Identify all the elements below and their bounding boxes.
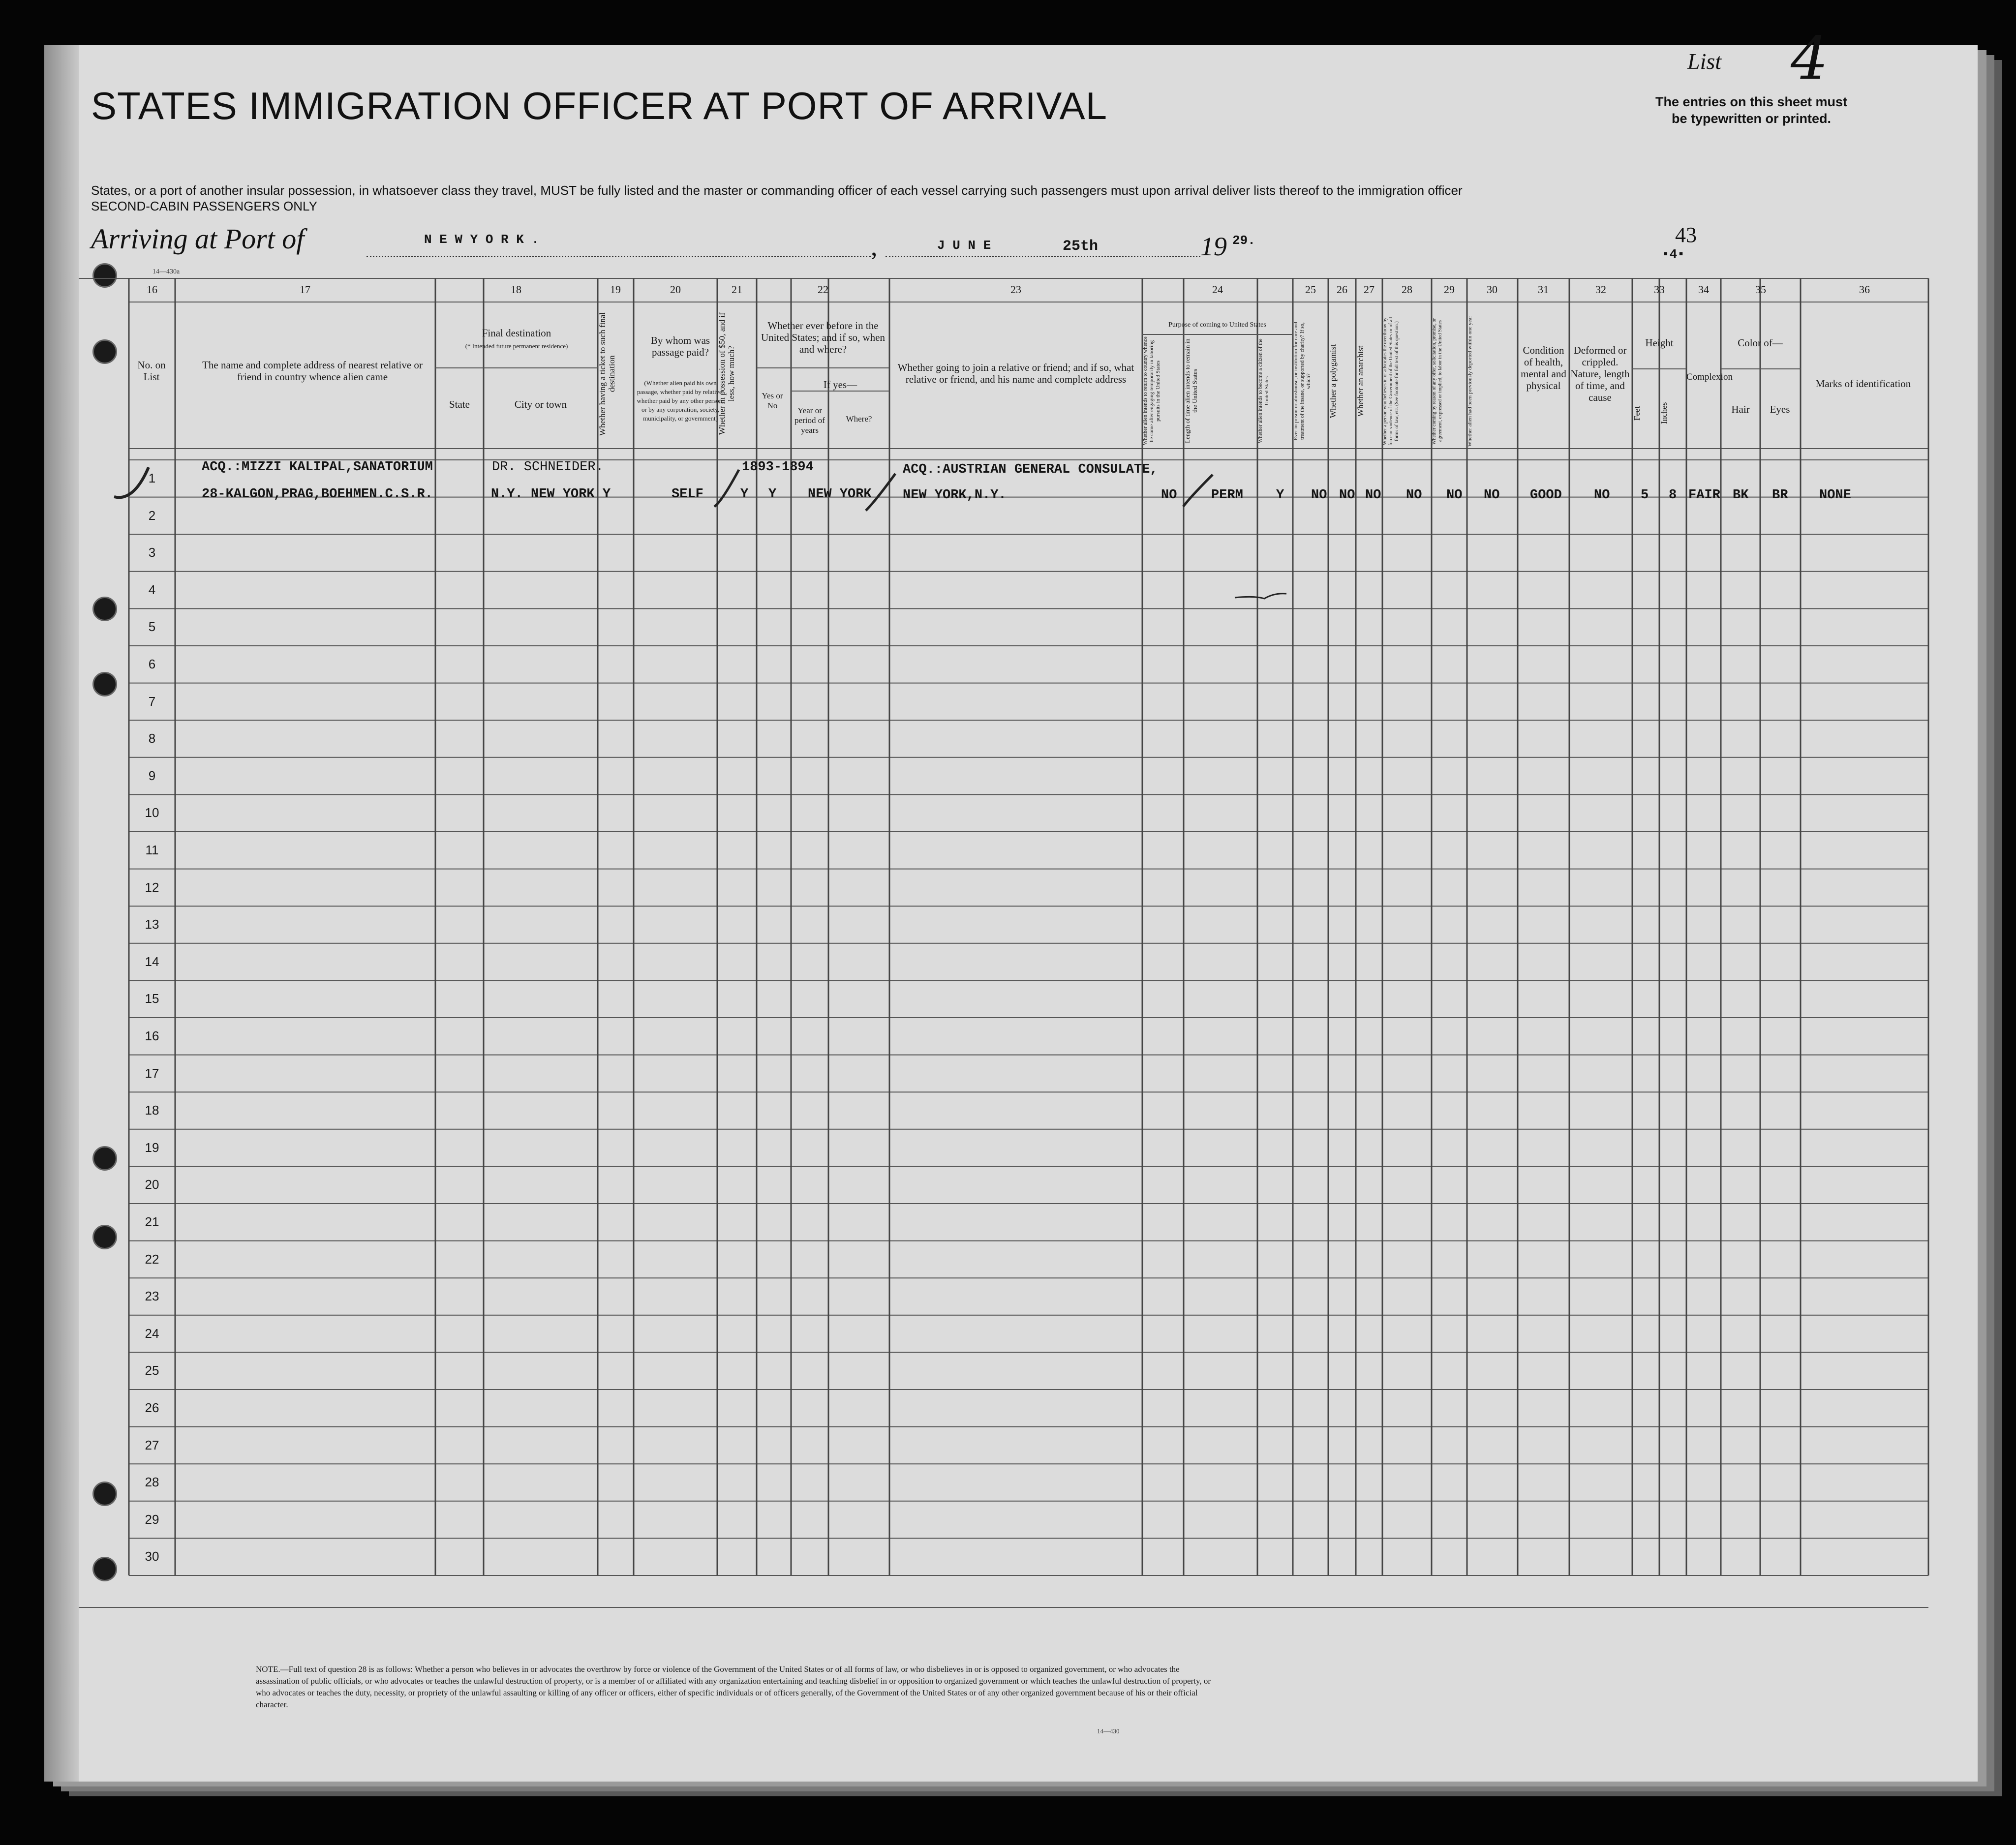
col-19-header: Whether having a ticket to such final destination [598,312,616,436]
col-16-header: No. on List [137,359,166,383]
entry-complexion: FAIR [1688,488,1720,503]
year-prefix: 19 [1200,232,1227,261]
row-number: 2 [148,508,156,523]
col-33-inches: Inches [1659,402,1669,424]
row-number: 30 [145,1549,159,1564]
entry-fifty: Y [740,487,749,502]
row-number: 19 [145,1140,159,1155]
row-number: 16 [145,1028,159,1043]
check-mark [866,474,895,511]
entry-return: NO [1161,488,1177,503]
col-22-yesno: Yes or No [762,391,783,410]
row-number: 7 [148,694,156,709]
entry-before-where: NEW YORK [808,487,872,502]
list-number: 4 [1791,25,1829,93]
entry-paid: SELF [672,487,703,502]
year-suffix: 29. [1232,233,1255,248]
col-24a-header: Whether alien intends to return to country whence he came after engaging temporarily in laboring pursuits in the United States [1142,336,1161,446]
list-label: List [1687,49,1722,74]
col-20-header: By whom was passage paid? [650,334,710,358]
column-number: 35 [1755,283,1766,296]
form-code: 14—430a [153,268,180,275]
row-number: 24 [145,1326,159,1341]
entry-dest-line-2: N.Y. NEW YORK Y [491,487,611,502]
instruction-line-1: States, or a port of another insular possession, in whatsoever class they travel, MUST be fully listed and the master or commanding officer of each vessel carrying such passengers must upon arrival deliver lists thereof to the immigration officer [91,183,1463,198]
col-18-city: City or town [514,398,567,410]
entry-hair: BK [1733,488,1749,503]
column-number: 16 [147,283,157,296]
col-20-subheader: (Whether alien paid his own passage, whether paid by relative, whether paid by any other person, or by any corporation, society, municipality, or government) [637,379,724,422]
entry-eyes: BR [1772,488,1788,503]
footer-code: 14—430 [1097,1727,1120,1735]
entry-anarchist: NO [1365,488,1381,503]
entry-deformed: NO [1594,488,1610,503]
entry-join-line-2: NEW YORK,N.Y. [903,488,1007,503]
col-23-header: Whether going to join a relative or friend; and if so, what relative or friend, and his name and complete address [897,362,1134,385]
pen-stroke [1235,594,1286,599]
col-24b-header: Length of time alien intends to remain in the United States [1184,338,1198,444]
col-31-header: Condition of health, mental and physical [1521,344,1566,392]
col-18-state: State [449,398,470,410]
row-number: 11 [145,843,159,857]
row-number: 15 [145,991,159,1006]
column-number: 36 [1859,283,1870,296]
month-value: J U N E [937,238,991,253]
comma-sep: , [871,232,878,261]
col-22-where: Where? [846,414,872,423]
col-25-header: Ever in prison or almshouse, or institution for care and treatment of the insane, or supported by charity? If so, which? [1293,322,1312,441]
row-number: 28 [145,1475,159,1490]
entry-before-period: 1893-1894 [742,460,814,475]
row-number: 9 [148,768,156,783]
form-title: STATES IMMIGRATION OFFICER AT PORT OF ARRIVAL [91,84,1108,127]
col-30-header: Whether alien had been previously deported within one year [1467,316,1473,447]
entry-length: PERM [1211,488,1243,503]
instruction-line-2: SECOND-CABIN PASSENGERS ONLY [91,199,317,213]
col-34-header: Complexion [1686,372,1733,382]
check-mark [114,467,149,497]
row-number: 5 [148,619,156,635]
row-number: 14 [145,954,159,969]
col-17-header: The name and complete address of nearest relative or friend in country whence alien came [202,359,423,383]
row-number: 13 [145,917,159,932]
row-number: 1 [148,471,156,485]
entry-before-yes: Y [768,487,777,502]
row-number: 23 [145,1289,159,1304]
column-number: 23 [1010,283,1021,296]
row-number: 21 [145,1214,159,1229]
entry-feet: 5 [1641,488,1649,503]
col-28-header: Whether a person who believes in or advocates the overthrow by force or violence of the Government of the United States or of all forms of law, etc. (See footnote for full text of this question.) [1382,317,1400,446]
col-27-header: Whether an anarchist [1356,345,1365,417]
column-number: 19 [610,283,621,296]
entry-dest-line-1: DR. SCHNEIDER. [492,460,604,475]
col-33-header: Height [1645,337,1674,349]
entry-deported: NO [1484,488,1500,503]
col-36-header: Marks of identification [1815,378,1911,390]
column-number: 22 [818,283,828,296]
col-18-subheader: (* Intended future permanent residence) [465,342,568,350]
entry-inches: 8 [1669,488,1677,503]
row-number: 29 [145,1512,159,1527]
column-number: 34 [1698,283,1709,296]
entry-prison: NO [1311,488,1327,503]
entry-relative-line-1: ACQ.:MIZZI KALIPAL,SANATORIUM [202,460,433,475]
column-number: 30 [1487,283,1497,296]
arriving-label: Arriving at Port of [91,223,305,255]
col-22-ifyes: If yes— [823,379,857,391]
day-value: 25th [1063,238,1099,255]
entry-relative-line-2: 28-KALGON,PRAG,BOEHMEN.C.S.R. [202,487,433,502]
column-number: 20 [670,283,681,296]
entry-join-line-1: ACQ.:AUSTRIAN GENERAL CONSULATE, [903,462,1158,477]
port-value: N E W Y O R K . [424,232,540,247]
column-number: 27 [1364,283,1375,296]
col-22-header: Whether ever before in the United States; and if so, when and where? [761,320,885,355]
col-24-header: Purpose of coming to United States [1168,321,1266,329]
row-number: 3 [148,545,156,560]
row-number: 6 [148,657,156,671]
row-number: 27 [145,1437,159,1452]
sheet-sub: ▪4▪ [1662,247,1685,262]
col-35-hair: Hair [1731,403,1750,415]
entry-offer: NO [1446,488,1463,503]
col-35-header: Color of— [1738,337,1783,349]
column-number: 17 [300,283,310,296]
row-number: 18 [145,1103,159,1118]
entry-overthrow: NO [1406,488,1422,503]
row-number: 17 [145,1065,159,1081]
check-mark [1183,475,1213,507]
footnote: NOTE.—Full text of question 28 is as follows: Whether a person who believes in or advocates the overthrow by force or violence of the Government of the United States or of all forms of law, or who disbelieves in or is opposed to organized government, or who advocates the assassination of public officials, or who advocates or teaches the unlawful destruction of property, or is a member of or affiliated with any organization entertaining and teaching disbelief in or opposition to organized government or which teaches the unlawful destruction of property, or who advocates or teaches the duty, necessity, or propriety of the unlawful assaulting or killing of any officer or officers, either of specific individuals or of officers generally, of the Government of the United States or of any other organized government because of his or their official character. [256,1664,1211,1709]
entry-marks: NONE [1819,488,1851,503]
entries-note: The entries on this sheet must be typewritten or printed. [1655,94,1848,126]
col-18-header: Final destination [482,327,551,339]
col-32-header: Deformed or crippled. Nature, length of time, and cause [1570,344,1630,403]
check-mark [714,470,739,507]
column-number: 21 [732,283,742,296]
column-number: 26 [1337,283,1347,296]
column-number: 25 [1305,283,1316,296]
entry-citizen: Y [1276,488,1284,503]
row-number: 4 [148,582,156,597]
col-22-period: Year or period of years [794,406,825,435]
row-number: 8 [148,731,156,746]
column-number: 29 [1444,283,1455,296]
row-number: 26 [145,1400,159,1415]
row-number: 12 [145,879,159,895]
col-33-feet: Feet [1632,406,1642,421]
column-number: 18 [511,283,521,296]
column-number: 28 [1402,283,1412,296]
row-number: 10 [145,805,159,820]
column-number: 32 [1595,283,1606,296]
col-24c-header: Whether alien intends to become a citizen of the United States [1257,338,1270,444]
column-number: 31 [1538,283,1549,296]
column-number: 24 [1212,283,1223,296]
col-35-eyes: Eyes [1770,403,1790,415]
row-number: 22 [145,1251,159,1267]
col-21-header: Whether in possession of $50, and if less, how much? [717,312,736,435]
row-number: 20 [145,1177,159,1192]
col-26-header: Whether a polygamist [1328,344,1338,419]
row-number: 25 [145,1363,159,1378]
entry-polygamist: NO [1339,488,1355,503]
entry-health: GOOD [1530,488,1562,503]
sheet-number: 43 [1675,223,1697,247]
col-29-header: Whether coming by reason of any offer, solicitation, promise, or agreement, expressed or implied, to labor in the United States [1432,318,1443,445]
column-number: 33 [1654,283,1665,296]
